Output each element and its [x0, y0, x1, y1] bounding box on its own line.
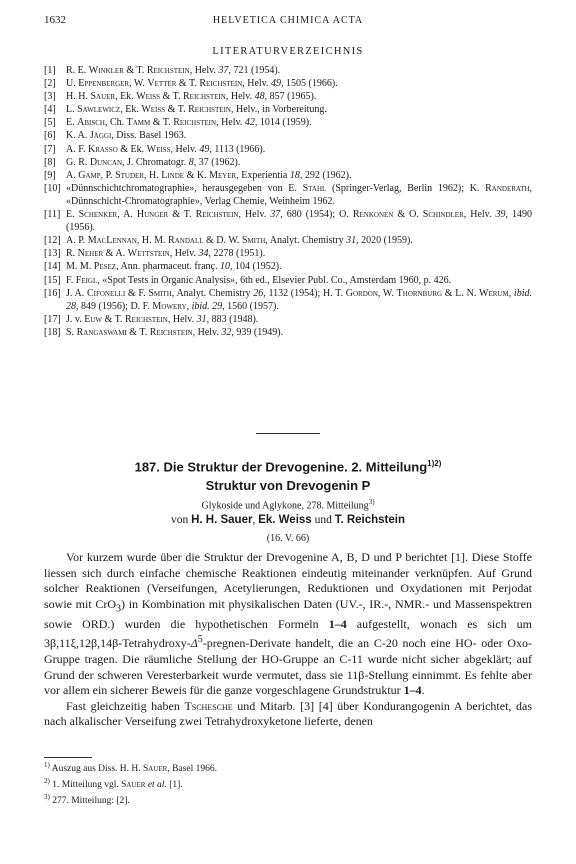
text-run: Vor kurzem wurde über die Struktur der Drevogenine A, B, D und P berichtet [1]. Diese Stoffe liessen sich durch einfache chemische Reaktionen eindeutig miteinander verknüpfen. Auf Grund solcher Reaktionen (Verseifungen, Acetylierungen, Reduktionen und Oxydationen mit Perjodat sowie mit CrO — [44, 550, 532, 611]
text-run: Smith — [241, 235, 266, 247]
text-run: J. v. — [66, 313, 85, 325]
text-run: aufgestellt, wonach es sich um 3β,11ξ,12β,14β-Tetrahydroxy- — [44, 616, 532, 651]
reference-item — [44, 182, 532, 208]
text-run: , P. — [100, 169, 116, 181]
text-run: Stahl — [302, 182, 327, 194]
journal-name: HELVETICA CHIMICA ACTA — [212, 15, 364, 26]
text-run: , Helv. — [242, 78, 272, 90]
author-line — [0, 514, 576, 526]
footnote-item — [44, 760, 532, 776]
text-run: «Dünnschichtchromatographie», herausgegeben von E. — [66, 182, 303, 194]
text-run: 32 — [221, 326, 232, 338]
text-run: (Springer-Verlag, Berlin 1962); K. — [326, 182, 486, 194]
reference-item — [44, 234, 532, 247]
text-run: Schenker — [78, 209, 118, 221]
text-run: Reichstein — [125, 313, 168, 325]
footnote-mark: 1) — [44, 761, 50, 769]
text-run: 49 — [271, 78, 282, 90]
text-run: MacLennan — [87, 235, 137, 247]
text-run: & T. — [123, 65, 147, 76]
text-run: , Basel 1966. — [167, 764, 217, 775]
text-run: & T. — [126, 326, 150, 338]
text-run: , 721 (1954). — [228, 65, 281, 76]
author-3: T. Reichstein — [334, 514, 406, 526]
text-run: , «Spot Tests in Organic Analysis», 6th ed., Elsevier Publ. Co., Amsterdam 1960, p. 426. — [97, 274, 452, 286]
text-run: Randerath — [485, 182, 530, 194]
reference-item — [44, 274, 532, 287]
text-run: Jäggi — [89, 130, 112, 142]
body-paragraph — [44, 550, 532, 699]
text-run: 37 — [218, 65, 229, 76]
text-run: Neher — [77, 248, 104, 260]
text-run: , Ek. — [115, 91, 137, 103]
text-run: Auszug aus Diss. H. H. — [51, 764, 144, 775]
text-run: , Helv. — [463, 209, 496, 221]
article-title-footnote-marks: 1)2) — [427, 459, 442, 468]
text-run: , Helv. — [189, 65, 219, 76]
text-run: , Ann. pharmaceut. franç. — [116, 261, 220, 273]
text-run: 8 — [188, 156, 194, 168]
text-run: Sawlewicz — [77, 104, 121, 116]
reference-number: [11] — [44, 209, 61, 221]
text-run: 37 — [270, 209, 281, 221]
text-run: , 939 (1949). — [231, 326, 284, 338]
text-run: , Helv. — [170, 143, 200, 155]
text-run: 277. Mitteilung: [2]. — [52, 796, 130, 807]
text-run: Meyer — [209, 169, 237, 181]
text-run: M. M. — [66, 261, 94, 273]
text-run: ibid. — [191, 300, 210, 312]
text-run: Sauer — [121, 780, 146, 791]
text-run: , 1132 (1954); H. T. — [263, 287, 346, 299]
received-date: (16. V. 66) — [266, 533, 310, 544]
reference-item — [44, 90, 532, 103]
text-run: 3 — [116, 603, 122, 615]
text-run: 29 — [212, 300, 223, 312]
text-run: 31 — [196, 313, 207, 325]
text-run: Reichstein — [183, 91, 226, 103]
reference-item — [44, 156, 532, 169]
text-run: , Helv., in Vorbereitung. — [230, 104, 327, 116]
text-run: Krasso — [87, 143, 118, 155]
text-run: Abisch — [77, 117, 105, 129]
text-run: Δ — [190, 636, 198, 651]
article-body — [44, 550, 532, 730]
text-run: Sauer — [143, 764, 168, 775]
text-run: [1]. — [166, 780, 183, 791]
text-run: 48 — [254, 91, 265, 103]
text-run: Tschesche — [184, 698, 233, 713]
article-series — [0, 498, 576, 511]
text-run: 39 — [495, 209, 506, 221]
text-run: & T. — [165, 104, 189, 116]
text-run: A. P. — [66, 235, 88, 247]
text-run: , 849 (1956); D. F. — [76, 300, 153, 312]
text-run: A. — [66, 169, 79, 181]
text-run: , W. — [377, 287, 397, 299]
reference-item — [44, 247, 532, 260]
text-run: 10 — [219, 261, 230, 273]
text-run: Reichstein — [199, 78, 243, 90]
text-run: & T. — [168, 209, 196, 221]
text-run: , Analyt. Chemistry — [265, 235, 347, 247]
footnote-item — [44, 792, 532, 808]
reference-item — [44, 143, 532, 156]
text-run: & L. N. — [442, 287, 480, 299]
text-run: Hunger — [136, 209, 169, 221]
text-run: 34 — [198, 248, 209, 260]
text-run: , 1560 (1957). — [222, 300, 279, 312]
authors-separator-2: und — [311, 514, 335, 526]
text-run: Tamm — [126, 117, 151, 129]
text-run: 28 — [66, 300, 76, 312]
footnote-list — [44, 760, 532, 808]
section-divider — [256, 433, 320, 434]
text-run: , 37 (1962). — [193, 156, 241, 168]
text-run: Reichstein — [146, 65, 190, 76]
text-run: 42 — [244, 117, 255, 129]
text-run: , Experientia — [236, 169, 290, 181]
reference-item — [44, 64, 532, 77]
text-run: , Helv. — [238, 209, 271, 221]
text-run: 31 — [346, 235, 357, 247]
footnote-mark: 3) — [44, 792, 50, 801]
reference-item — [44, 208, 532, 234]
text-run: , 883 (1948). — [206, 313, 259, 325]
text-run: Gamp — [78, 169, 101, 181]
text-run: , 104 (1952). — [229, 261, 282, 273]
text-run: Cifonelli — [86, 287, 126, 299]
text-run: , Ek. — [120, 104, 142, 116]
text-run: K. A. — [66, 130, 90, 142]
text-run: & A. — [103, 248, 128, 260]
text-run: J. A. — [66, 287, 87, 299]
reference-item — [44, 260, 532, 273]
text-run: Rangaswami — [76, 326, 127, 338]
text-run: Feigl — [75, 274, 98, 286]
reference-number: [6] — [44, 130, 56, 142]
text-run: , Helv. — [216, 117, 245, 129]
text-run: & D. W. — [203, 235, 242, 247]
text-run: & F. — [125, 287, 149, 299]
text-run: , Helv. — [192, 326, 222, 338]
reference-number: [9] — [44, 169, 56, 181]
text-run: , — [186, 300, 192, 312]
text-run: R. E. — [66, 65, 89, 76]
reference-number: [10] — [44, 182, 61, 194]
reference-item — [44, 129, 532, 142]
text-run: A. F. — [66, 143, 88, 155]
text-run: Duncan — [89, 156, 123, 168]
reference-number: [14] — [44, 261, 61, 273]
reference-number: [1] — [44, 65, 56, 76]
text-run: U. — [66, 78, 79, 90]
text-run: G. R. — [66, 156, 90, 168]
text-run: -pregnen-Derivate handelt, die an C-20 noch eine HO- oder Oxo-Gruppe tragen. Die räumliche Stellung der HO-Gruppe an C-11 wurde nicht sicher abgeklärt; auf Grund der schweren Veresterbarkeit wurde vermutet, dass sie 11β-Stellung einnimmt. Es fehlte aber vor allem ein sicherer Beweis für die ganze vorgeschlagene Grundstruktur — [44, 636, 532, 698]
author-2: Ek. Weiss — [258, 514, 312, 526]
text-run: & T. — [102, 313, 125, 325]
text-run: Fast gleichzeitig haben — [66, 698, 185, 713]
text-run: Studer — [115, 169, 144, 181]
text-run: Linde — [161, 169, 185, 181]
text-run: Reichstein — [195, 209, 239, 221]
reference-number: [7] — [44, 143, 56, 155]
body-paragraph — [44, 699, 532, 730]
reference-number: [18] — [44, 326, 61, 338]
text-run: , «Dünnschicht-Chromatographie», Verlag Chemie, Weinheim 1962. — [66, 182, 532, 207]
footnote-mark: 2) — [44, 776, 50, 785]
text-run: Weiss — [146, 143, 171, 155]
text-run: Schindler — [422, 209, 464, 221]
text-run: Renkonen — [352, 209, 394, 221]
article-title-text: 187. Die Struktur der Drevogenine. 2. Mitteilung — [134, 459, 428, 475]
text-run: , Helv. — [167, 313, 197, 325]
text-run: Winkler — [88, 65, 124, 76]
reference-number: [13] — [44, 248, 61, 260]
text-run: , H. M. — [136, 235, 169, 247]
footnote-item — [44, 776, 532, 792]
text-run: , 1113 (1966). — [209, 143, 266, 155]
text-run: , H. — [144, 169, 162, 181]
text-run: Werum — [479, 287, 509, 299]
text-run: ) in Kombination mit physikalischen Daten (UV.-, IR.-, NMR.- und Massenspektren sowie ORD.) wurden die hypothetischen Formeln — [44, 596, 532, 631]
reference-number: [8] — [44, 156, 56, 168]
text-run: H. H. — [66, 91, 91, 103]
reference-item — [44, 169, 532, 182]
text-run: , Helv. — [169, 248, 199, 260]
reference-number: [2] — [44, 78, 56, 90]
reference-list — [44, 64, 532, 339]
text-run: Eppenberger — [78, 78, 130, 90]
text-run: & O. — [393, 209, 423, 221]
text-run: Wettstein — [127, 248, 170, 260]
text-run: ibid. — [513, 287, 532, 299]
text-run: . — [421, 683, 425, 698]
text-run: Reichstein — [188, 104, 231, 116]
running-header — [44, 14, 532, 28]
text-run: Vetter — [147, 78, 177, 90]
reference-number: [4] — [44, 104, 56, 116]
reference-item — [44, 313, 532, 326]
text-run: Mowery — [152, 300, 187, 312]
footnote-divider — [44, 757, 92, 758]
text-run: , — [508, 287, 514, 299]
text-run: & T. — [176, 78, 200, 90]
text-run: , 1505 (1966). — [281, 78, 338, 90]
reference-number: [17] — [44, 313, 61, 325]
text-run: 18 — [289, 169, 300, 181]
text-run: S. — [66, 326, 77, 338]
reference-item — [44, 116, 532, 129]
reference-number: [16] — [44, 287, 61, 299]
text-run: und Mitarb. [3] [4] über Kondurangogenin A berichtet, das nach alkalischer Verseifung zwei Tetrahydroxyketone lieferte, denen — [44, 698, 532, 729]
text-run: Smith — [148, 287, 172, 299]
article-series-footnote-mark: 3) — [368, 498, 375, 506]
authors-prefix: von — [170, 514, 192, 526]
text-run: 1–4 — [403, 683, 422, 698]
text-run: & T. — [150, 117, 174, 129]
text-run: , Helv. — [225, 91, 255, 103]
text-run: Gordon — [345, 287, 378, 299]
text-run: , 292 (1962). — [299, 169, 352, 181]
text-run: Pesez — [93, 261, 117, 273]
text-run: , Diss. Basel 1963. — [111, 130, 187, 142]
text-run: Randall — [168, 235, 204, 247]
reference-item — [44, 287, 532, 313]
text-run: & T. — [160, 91, 183, 103]
reference-number: [15] — [44, 274, 61, 286]
text-run: Euw — [84, 313, 103, 325]
text-run: 26 — [253, 287, 264, 299]
text-run: Thornburg — [396, 287, 443, 299]
reference-item — [44, 77, 532, 90]
text-run: , W. — [129, 78, 148, 90]
text-run: , 1490 (1956). — [66, 209, 532, 234]
text-run: Sauer — [90, 91, 116, 103]
text-run: F. — [66, 274, 76, 286]
reference-number: [3] — [44, 91, 56, 103]
text-run: , A. — [117, 209, 137, 221]
text-run: R. — [66, 248, 78, 260]
text-run: Weiss — [141, 104, 166, 116]
text-run: 1–4 — [328, 616, 347, 631]
reference-item — [44, 103, 532, 116]
reference-number: [12] — [44, 235, 61, 247]
authors-separator-1: , — [252, 514, 259, 526]
text-run: et al. — [147, 780, 167, 791]
text-run: E. — [66, 117, 78, 129]
references-heading: LITERATURVERZEICHNIS — [212, 46, 364, 57]
author-1: H. H. Sauer — [191, 514, 253, 526]
text-run: 1. Mitteilung vgl. — [52, 780, 122, 791]
text-run: & K. — [184, 169, 210, 181]
text-run: Reichstein — [173, 117, 217, 129]
text-run: , 2278 (1951). — [208, 248, 266, 260]
text-run: 49 — [199, 143, 210, 155]
reference-number: [5] — [44, 117, 56, 129]
article-subtitle: Struktur von Drevogenin P — [205, 478, 371, 493]
reference-item — [44, 326, 532, 339]
text-run: E. — [66, 209, 79, 221]
text-run: Weiss — [136, 91, 161, 103]
text-run: , 857 (1965). — [264, 91, 317, 103]
text-run: , 1014 (1959). — [254, 117, 312, 129]
text-run: , Ch. — [104, 117, 127, 129]
text-run: 5 — [197, 634, 203, 646]
text-run: L. — [66, 104, 78, 116]
text-run: , 2020 (1959). — [356, 235, 413, 247]
text-run: , J. Chromatogr. — [122, 156, 189, 168]
text-run: & Ek. — [117, 143, 147, 155]
page-number: 1632 — [44, 14, 66, 26]
article-title — [0, 459, 576, 474]
text-run: , Analyt. Chemistry — [171, 287, 254, 299]
article-series-text: Glykoside und Aglykone, 278. Mitteilung — [201, 500, 369, 512]
text-run: Reichstein — [149, 326, 193, 338]
text-run: , 680 (1954); O. — [280, 209, 353, 221]
